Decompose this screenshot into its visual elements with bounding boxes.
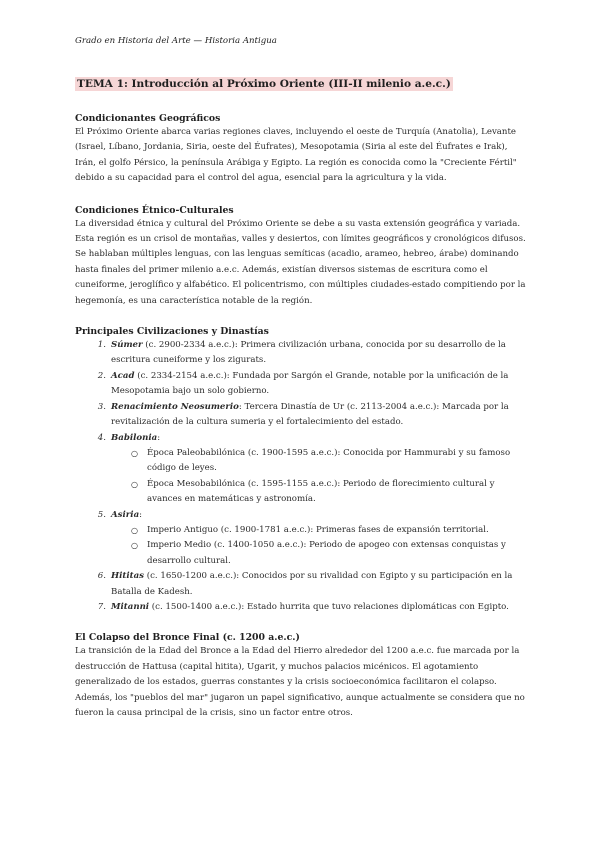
circle-bullet-icon: ○	[131, 541, 138, 551]
civilization-description: : Tercera Dinastía de Ur (c. 2113-2004 a.e.c.): Marcada por la revitalización de la cultura sumeria y el fortalecimiento del estado.	[111, 401, 509, 428]
list-item	[75, 431, 530, 508]
civilization-description: (c. 1650-1200 a.e.c.): Conocidos por su rivalidad con Egipto y su participación en la Batalla de Kadesh.	[111, 571, 513, 597]
list-number: 6.	[97, 571, 106, 582]
running-header: Grado en Historia del Arte — Historia Antigua	[75, 36, 277, 46]
civilization-description: :	[139, 509, 143, 520]
document-content	[75, 72, 530, 721]
civilization-description: (c. 2334-2154 a.e.c.): Fundada por Sargón el Grande, notable por la unificación de la Mesopotamia bajo un solo gobierno.	[111, 370, 509, 397]
sub-item-text: Época Mesobabilónica (c. 1595-1155 a.e.c.): Periodo de florecimiento cultural y avances en matemáticas y astronomía.	[147, 478, 495, 505]
civilization-name: Acad	[111, 370, 135, 381]
civilization-name: Mitanni	[111, 601, 150, 612]
section-geographic	[75, 113, 530, 187]
list-item	[75, 338, 530, 369]
sub-item-text: Imperio Antiguo (c. 1900-1781 a.e.c.): Primeras fases de expansión territorial.	[147, 524, 489, 535]
section-civilizations	[75, 326, 530, 615]
civilization-name: Hititas	[111, 571, 144, 582]
sub-list-item	[111, 523, 530, 538]
list-item	[75, 600, 530, 615]
civilization-name: Babilonia	[111, 432, 158, 443]
list-number: 4.	[97, 432, 106, 443]
sub-list-item	[111, 477, 530, 508]
sub-list	[111, 446, 530, 508]
section-heading: El Colapso del Bronce Final (c. 1200 a.e.c.)	[75, 632, 300, 644]
sub-list-item	[111, 538, 530, 569]
list-number: 5.	[97, 509, 106, 520]
list-item	[75, 508, 530, 570]
section-heading: Principales Civilizaciones y Dinastías	[75, 326, 269, 338]
list-number: 3.	[97, 401, 106, 412]
list-item	[75, 369, 530, 400]
civilization-name: Súmer	[111, 340, 143, 351]
list-number: 1.	[97, 340, 106, 351]
section-heading: Condicionantes Geográficos	[75, 113, 221, 124]
circle-bullet-icon: ○	[131, 479, 138, 489]
section-body: El Próximo Oriente abarca varias regiones claves, incluyendo el oeste de Turquía (Anatolia), Levante (Israel, Líbano, Jordania, Siria, oeste del Éufrates), Mesopotamia (Siria al este del Éufrates e Irak), Irán, el golfo Pérsico, la península Arábiga y Egipto. La región es conocida como la "Creciente Fértil" debido a su capacidad para el control del agua, esencial para la agricultura y la vida.	[75, 127, 517, 184]
civilization-description: :	[157, 432, 161, 443]
section-bronze-collapse	[75, 632, 530, 721]
section-body: La diversidad étnica y cultural del Próximo Oriente se debe a su vasta extensión geográfica y variada. Esta región es un crisol de montañas, valles y desiertos, con límites geográficos y cronológicos difusos. Se hablaban múltiples lenguas, con las lenguas semíticas (acadio, arameo, hebreo, árabe) dominando hasta finales del primer milenio a.e.c. Además, existían diversos sistemas de escritura como el cuneiforme, jeroglífico y alfabético. El policentrismo, con múltiples ciudades-estado compitiendo por la hegemonía, es una característica notable de la región.	[75, 218, 526, 306]
list-item	[75, 569, 530, 600]
list-item	[75, 400, 530, 431]
list-number: 2.	[97, 370, 106, 381]
sub-list	[111, 523, 530, 569]
sub-item-text: Imperio Medio (c. 1400-1050 a.e.c.): Periodo de apogeo con extensas conquistas y desarrollo cultural.	[147, 540, 506, 566]
civilization-name: Asiria	[111, 509, 140, 520]
sub-item-text: Época Paleobabilónica (c. 1900-1595 a.e.c.): Conocida por Hammurabi y su famoso código de leyes.	[147, 447, 511, 474]
topic-title: TEMA 1: Introducción al Próximo Oriente (III-II milenio a.e.c.)	[77, 78, 451, 90]
list-number: 7.	[97, 601, 106, 612]
civilization-description: (c. 1500-1400 a.e.c.): Estado hurrita que tuvo relaciones diplomáticas con Egipto.	[149, 601, 509, 612]
circle-bullet-icon: ○	[131, 448, 138, 458]
section-body: La transición de la Edad del Bronce a la Edad del Hierro alrededor del 1200 a.e.c. fue marcada por la destrucción de Hattusa (capital hitita), Ugarit, y muchos palacios micénicos. El agotamiento generalizado de los estados, guerras constantes y la crisis socioeconómica facilitaron el colapso. Además, los "pueblos del mar" jugaron un papel significativo, aunque actualmente se considera que no fueron la causa principal de la crisis, sino un factor entre otros.	[75, 646, 525, 718]
section-ethnic-cultural	[75, 205, 530, 309]
civilization-name: Renacimiento Neosumerio	[111, 401, 239, 412]
section-heading: Condiciones Étnico-Culturales	[75, 204, 234, 216]
civilizations-list	[75, 338, 530, 615]
civilization-description: (c. 2900-2334 a.e.c.): Primera civilización urbana, conocida por su desarrollo de la escritura cuneiforme y los zigurats.	[111, 340, 506, 366]
sub-list-item	[111, 446, 530, 477]
topic-title-wrap	[75, 72, 530, 91]
circle-bullet-icon: ○	[131, 525, 138, 535]
